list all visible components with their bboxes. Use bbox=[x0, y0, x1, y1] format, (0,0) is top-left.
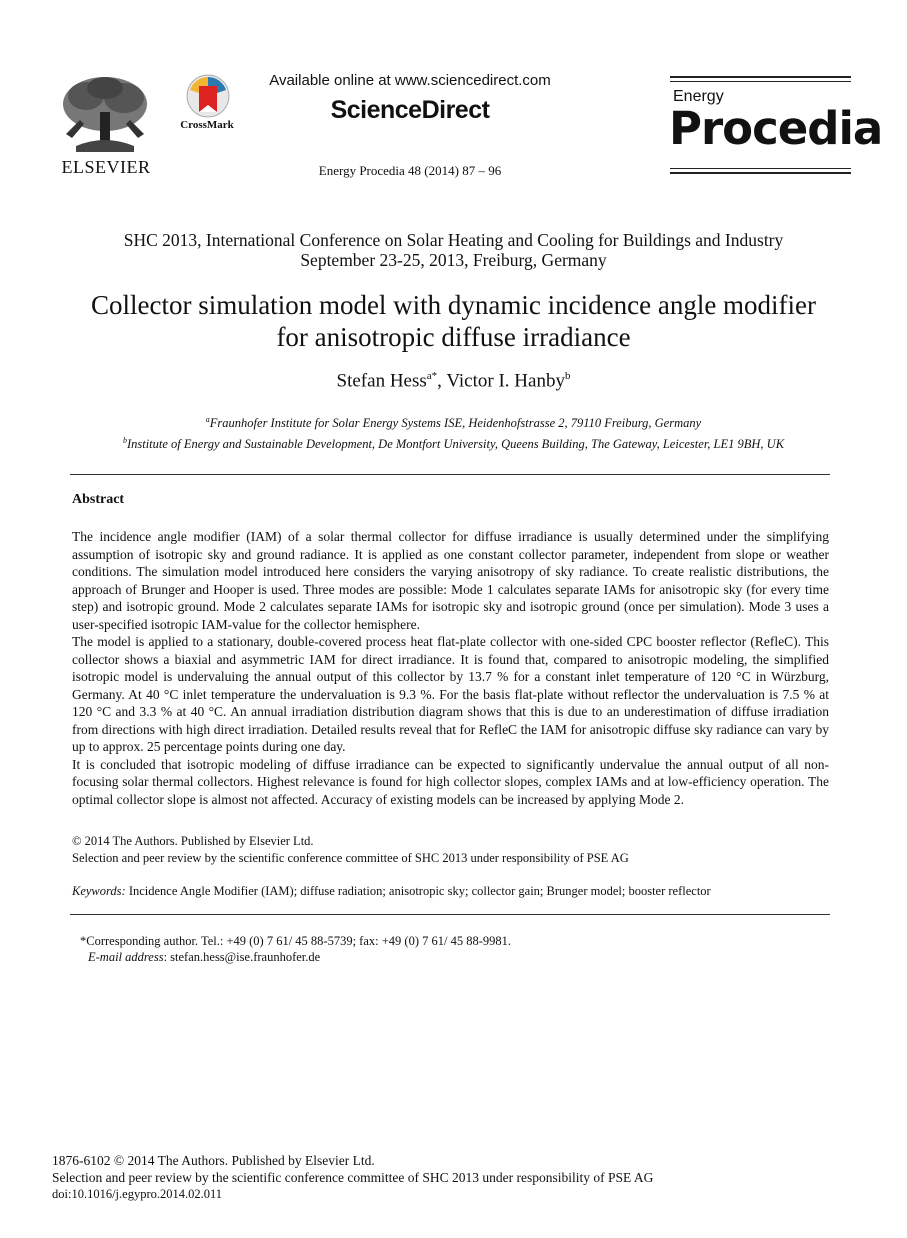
author-separator: , bbox=[437, 370, 447, 392]
affiliation-mark: a bbox=[205, 415, 210, 424]
journal-subtitle: Energy bbox=[673, 88, 724, 105]
copyright-notice: © 2014 The Authors. Published by Elsevier Ltd. bbox=[72, 834, 314, 848]
journal-rule bbox=[670, 76, 851, 78]
section-divider bbox=[70, 914, 830, 915]
available-online-link[interactable]: Available online at www.sciencedirect.com bbox=[269, 72, 551, 89]
paper-title bbox=[40, 289, 867, 353]
paper-title-line: Collector simulation model with dynamic incidence angle modifier bbox=[90, 290, 817, 320]
keywords-list: Incidence Angle Modifier (IAM); diffuse radiation; anisotropic sky; collector gain; Brunger model; booster reflector bbox=[125, 884, 711, 898]
author-name: Stefan Hess bbox=[336, 370, 427, 392]
journal-rule bbox=[670, 168, 851, 169]
affiliation-text: Fraunhofer Institute for Solar Energy Systems ISE, Heidenhofstrasse 2, 79110 Freiburg, Germany bbox=[209, 416, 702, 431]
journal-logo: Procedia bbox=[669, 102, 883, 155]
paper-title-line: for anisotropic diffuse irradiance bbox=[276, 322, 631, 352]
affiliations bbox=[40, 411, 867, 453]
keywords-label: Keywords: bbox=[72, 884, 126, 898]
sciencedirect-logo: ScienceDirect bbox=[330, 96, 490, 124]
abstract-heading: Abstract bbox=[72, 492, 125, 507]
conference-name: SHC 2013, International Conference on Solar Heating and Cooling for Buildings and Industry bbox=[123, 230, 784, 250]
abstract-paragraph: The model is applied to a stationary, double-covered process heat flat-plate collector with one-sided CPC booster reflector (RefleC). This collector shows a biaxial and asymmetric IAM for direct irradiance. It is found that, compared to anisotropic modeling, the simplified isotropic model is undervaluing the annual output of this collector by 13.7 % for a constant inlet temperature of 120 °C in Würzburg, Germany. At 40 °C inlet temperature the undervaluation is 9.3 %. For the basis flat-plate without reflector the undervaluation is 7.5 % at 120 °C and 3.3 % at 40 °C. An annual irradiation distribution diagram shows that this is due to an underestimation of diffuse irradiation from directions with high direct irradiation. Detailed results reveal that for RefleC the IAM for anisotropic diffuse sky radiance can vary by up to approx. 25 percentage points during one day. bbox=[72, 634, 829, 754]
affiliation-b bbox=[40, 432, 867, 453]
conference-dates: September 23-25, 2013, Freiburg, Germany bbox=[300, 250, 607, 270]
conference-info bbox=[40, 230, 867, 270]
author-list bbox=[40, 370, 867, 392]
journal-rule bbox=[670, 81, 851, 82]
footer-review: Selection and peer review by the scientific conference committee of SHC 2013 under responsibility of PSE AG bbox=[52, 1170, 654, 1185]
author-affiliation-mark: a* bbox=[426, 370, 438, 382]
affiliation-mark: b bbox=[122, 436, 127, 446]
crossmark-label[interactable]: CrossMark bbox=[180, 119, 234, 131]
journal-citation: Energy Procedia 48 (2014) 87 – 96 bbox=[318, 163, 502, 178]
affiliation-text: Institute of Energy and Sustainable Development, De Montfort University, Queens Building, The Gateway, Leicester, LE1 9BH, UK bbox=[126, 437, 785, 452]
email-label: E-mail address bbox=[88, 950, 164, 964]
elsevier-tree-logo bbox=[56, 74, 154, 154]
peer-review-notice: Selection and peer review by the scientific conference committee of SHC 2013 under responsibility of PSE AG bbox=[72, 851, 629, 865]
author-email bbox=[88, 950, 320, 965]
journal-rule bbox=[670, 172, 851, 174]
page-footer bbox=[52, 1152, 852, 1203]
abstract-paragraph: The incidence angle modifier (IAM) of a solar thermal collector for diffuse irradiance is usually determined under the simplifying assumption of isotropic sky and ground radiance. It is applied as one constant collector parameter, independent from slope or weather conditions. The simulation model introduced here considers the varying anisotropy of sky radiance. To create realistic distributions, the approach of Brunger and Hooper is used. Three modes are possible: Mode 1 calculates separate IAMs for anisotropic sky (for every time step) and isotropic ground. Mode 2 calculates separate IAMs for isotropic sky and isotropic ground (once per simulation). Mode 3 uses a user-specified isotropic IAM-value for the collector hemisphere. bbox=[72, 529, 829, 632]
section-divider bbox=[70, 474, 830, 475]
keywords bbox=[72, 884, 711, 899]
affiliation-a bbox=[40, 411, 867, 432]
footer-issn: 1876-6102 © 2014 The Authors. Published by Elsevier Ltd. bbox=[52, 1153, 375, 1168]
publisher-name: ELSEVIER bbox=[61, 157, 151, 177]
footer-doi[interactable]: doi:10.1016/j.egypro.2014.02.011 bbox=[52, 1187, 223, 1201]
author-affiliation-mark: b bbox=[564, 370, 571, 382]
author-name: Victor I. Hanby bbox=[446, 370, 565, 392]
email-address[interactable]: : stefan.hess@ise.fraunhofer.de bbox=[163, 950, 321, 964]
corresponding-author: *Corresponding author. Tel.: +49 (0) 7 61/ 45 88-5739; fax: +49 (0) 7 61/ 45 88-9981. bbox=[80, 934, 511, 948]
abstract-paragraph: It is concluded that isotropic modeling of diffuse irradiance can be expected to significantly undervalue the annual output of all non-focusing solar thermal collectors. Highest relevance is found for high collector slopes, complex IAMs and at low-efficiency operation. The optimal collector slope is almost not affected. Accuracy of existing models can be increased by applying Mode 2. bbox=[72, 756, 829, 807]
abstract-body bbox=[72, 528, 829, 808]
